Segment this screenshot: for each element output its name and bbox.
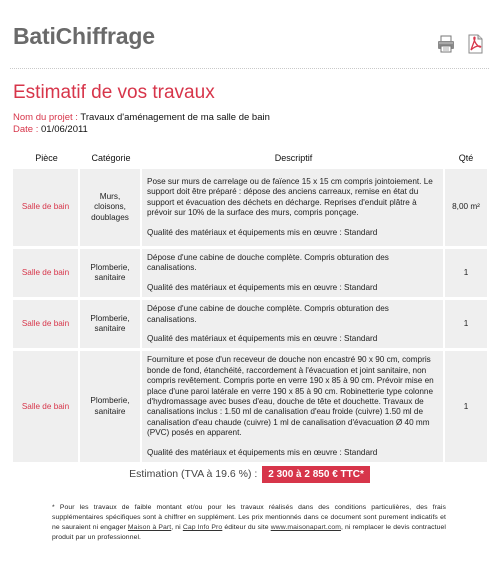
table-header-row — [13, 149, 487, 166]
row-qualite: Qualité des matériaux et équipements mis en œuvre : Standard — [147, 227, 378, 237]
row-qualite: Qualité des matériaux et équipements mis en œuvre : Standard — [147, 282, 378, 292]
footnote-text-2: , ni — [171, 524, 183, 531]
row-categorie: Plomberie, sanitaire — [80, 249, 142, 297]
row-qte: 1 — [445, 249, 487, 297]
table-row — [13, 249, 487, 297]
table-row — [13, 351, 487, 462]
footnote-text-1: * Pour les travaux de faible montant et/ou pour les travaux réalisés dans des conditions particulières, des frais supplémentaires spécifiques sont à chiffrer en supplément. Les prix mentionnés dans ce document sont purement indicatifs et ne sauraient ni engager — [52, 504, 446, 531]
header-piece: Pièce — [35, 152, 58, 163]
link-maisonapart-site[interactable]: www.maisonapart.com — [270, 524, 341, 531]
table-row — [13, 300, 487, 348]
row-descriptif — [142, 351, 445, 462]
brand-title: BatiChiffrage — [13, 23, 155, 49]
header-divider — [10, 68, 489, 69]
row-qualite: Qualité des matériaux et équipements mis en œuvre : Standard — [147, 334, 378, 344]
row-piece: Salle de bain — [13, 351, 80, 462]
header-descriptif: Descriptif — [274, 152, 313, 163]
row-categorie: Plomberie, sanitaire — [80, 300, 142, 348]
row-piece: Salle de bain — [13, 249, 80, 297]
project-value: Travaux d'aménagement de ma salle de bain — [80, 112, 270, 123]
estimate-table — [13, 146, 487, 465]
row-piece: Salle de bain — [13, 300, 80, 348]
row-qte: 8,00 m² — [445, 169, 487, 246]
header-qte: Qté — [458, 152, 474, 163]
row-descriptif-text: Pose sur murs de carrelage ou de faïence 15 x 15 cm compris jointoiement. Le support doit être préparé : dépose des anciens carreaux, remise en état du support et évacuation des déchets en décharge. Reprises d'enduit plâtre à prévoir sur 10% de la surface des murs, compris ponçage. — [147, 176, 433, 218]
row-descriptif-text: Dépose d'une cabine de douche complète. Compris obturation des canalisations. — [147, 304, 389, 324]
row-qualite: Qualité des matériaux et équipements mis en œuvre : Standard — [147, 447, 378, 457]
pdf-icon[interactable] — [465, 34, 485, 54]
row-descriptif — [142, 169, 445, 246]
footnote-text-3: éditeur du site — [222, 524, 271, 531]
page-title: Estimatif de vos travaux — [13, 82, 215, 103]
link-maison-a-part[interactable]: Maison à Part — [127, 524, 172, 531]
toolbar — [436, 34, 485, 54]
row-descriptif-text: Fourniture et pose d'un receveur de douche non encastré 90 x 90 cm, compris bonde de fond, étanchéité, raccordement à l'évacuation et joint sanitaire, non compris revêtement. Compris porte en verre 190 x 85 à 90 cm. Prévoir mise en place d'une paroi latérale en verre 190 x 85 à 90 cm. Robinetterie type colonne d'hydromassage avec buses d'eau, douche de tête et douchette. Travaux de canalisations inclus : 1.50 ml de canalisation d'eau froide (cuivre) 1.50 ml de canalisation d'eau chaude (cuivre) 1 ml de canalisation d'évacuation Ø 40 mm (PVC) posés en apparent. — [147, 355, 434, 438]
date-line — [13, 124, 88, 136]
row-descriptif — [142, 249, 445, 297]
footnote — [52, 503, 446, 543]
row-descriptif-text: Dépose d'une cabine de douche complète. Compris obturation des canalisations. — [147, 253, 389, 273]
row-piece: Salle de bain — [13, 169, 80, 246]
row-qte: 1 — [445, 300, 487, 348]
row-categorie: Murs, cloisons, doublages — [80, 169, 142, 246]
project-label: Nom du projet : — [13, 112, 78, 123]
link-cap-info-pro[interactable]: Cap Info Pro — [182, 524, 223, 531]
footnote-text-4: , ni remplacer le devis contractuel produit par un professionnel. — [52, 524, 446, 541]
row-categorie: Plomberie, sanitaire — [80, 351, 142, 462]
header-categorie: Catégorie — [91, 152, 131, 163]
date-label: Date : — [13, 124, 39, 135]
row-qte: 1 — [445, 351, 487, 462]
table-row — [13, 169, 487, 246]
estimation-line — [0, 466, 499, 483]
row-descriptif — [142, 300, 445, 348]
estimation-amount-badge: 2 300 à 2 850 € TTC* — [262, 466, 370, 483]
printer-icon[interactable] — [436, 34, 456, 54]
date-value: 01/06/2011 — [41, 124, 88, 135]
estimation-label: Estimation (TVA à 19.6 %) : — [129, 468, 258, 480]
project-line — [13, 112, 270, 124]
